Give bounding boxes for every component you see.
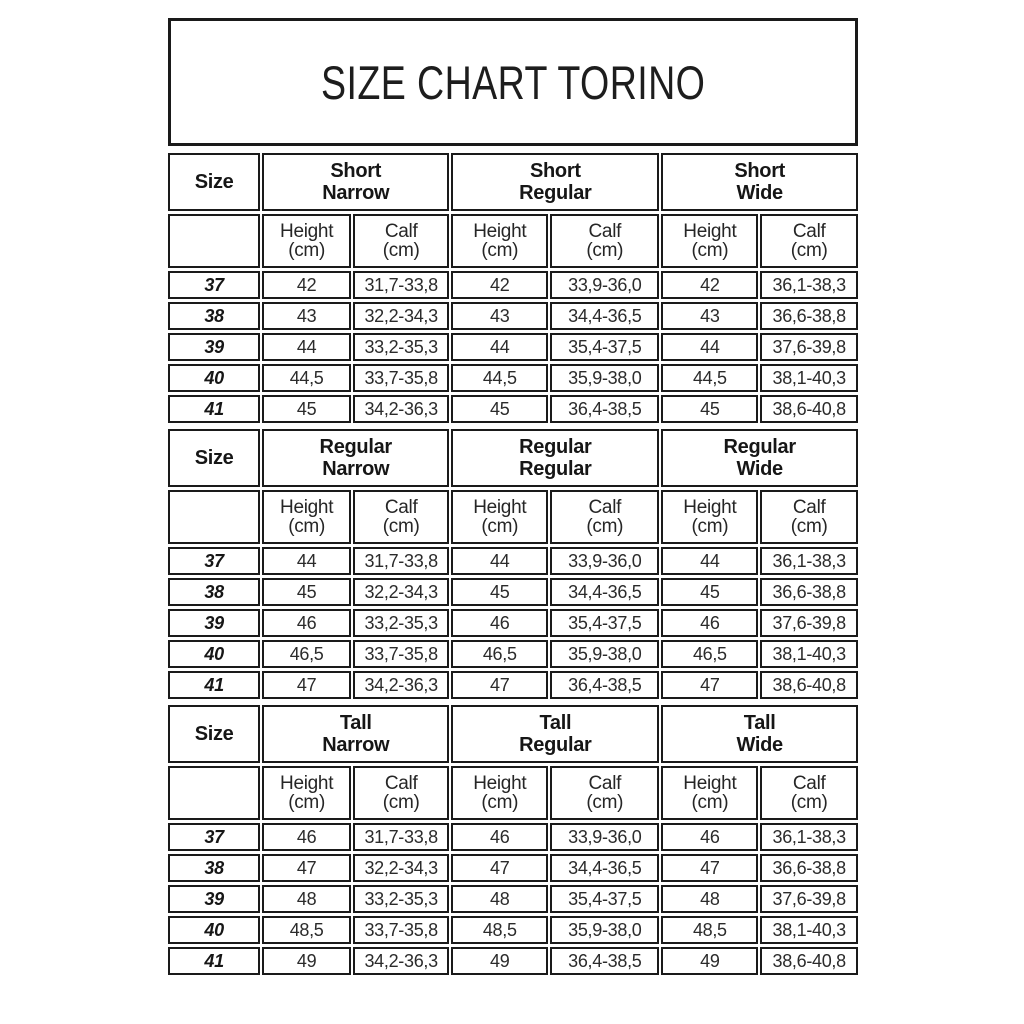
height-header-label: Height [473,220,527,242]
height-value-cell: 46,5 [262,640,351,668]
height-value-cell: 47 [451,854,548,882]
group-header-line2: Regular [519,458,592,480]
height-value-cell: 48 [451,885,548,913]
unit-label: (cm) [691,792,729,813]
calf-value-cell: 36,4-38,5 [550,671,659,699]
calf-value-cell: 32,2-34,3 [353,578,449,606]
height-header-label: Height [280,220,334,242]
height-header [262,766,351,820]
unit-label: (cm) [790,792,828,813]
height-value-cell: 44,5 [262,364,351,392]
height-value-cell: 45 [262,578,351,606]
unit-label: (cm) [382,516,420,537]
height-value-cell: 46 [451,823,548,851]
calf-value-cell: 36,1-38,3 [760,823,858,851]
calf-value-cell: 36,6-38,8 [760,854,858,882]
height-value-cell: 45 [262,395,351,423]
calf-value-cell: 35,9-38,0 [550,640,659,668]
height-value-cell: 46 [262,823,351,851]
group-header-line2: Regular [519,734,592,756]
height-value-cell: 48,5 [262,916,351,944]
unit-label: (cm) [382,240,420,261]
calf-header [760,766,858,820]
height-value-cell: 46 [451,609,548,637]
height-value-cell: 46,5 [661,640,758,668]
height-header [451,214,548,268]
calf-header [353,766,449,820]
height-value-cell: 49 [451,947,548,975]
calf-header-label: Calf [588,772,622,794]
height-value-cell: 45 [661,395,758,423]
table-row [168,364,858,392]
calf-value-cell: 33,9-36,0 [550,271,659,299]
group-header-line1: Regular [723,435,796,458]
size-cell: 41 [168,671,260,699]
height-value-cell: 44 [451,333,548,361]
calf-value-cell: 35,4-37,5 [550,609,659,637]
height-header-label: Height [473,772,527,794]
group-header-regular-2 [661,429,858,487]
height-value-cell: 45 [661,578,758,606]
calf-value-cell: 36,1-38,3 [760,271,858,299]
calf-header [550,490,659,544]
calf-value-cell: 31,7-33,8 [353,823,449,851]
group-header-regular-0 [262,429,449,487]
unit-label: (cm) [586,240,624,261]
size-cell: 39 [168,333,260,361]
unit-label: (cm) [586,516,624,537]
group-header-short-0 [262,153,449,211]
table-row [168,823,858,851]
height-value-cell: 46 [661,609,758,637]
calf-value-cell: 33,2-35,3 [353,885,449,913]
height-value-cell: 46 [661,823,758,851]
empty-header-cell [168,214,260,268]
height-header-label: Height [280,496,334,518]
unit-label: (cm) [790,516,828,537]
calf-header-label: Calf [588,496,622,518]
calf-value-cell: 34,2-36,3 [353,947,449,975]
height-value-cell: 47 [661,671,758,699]
table-row [168,333,858,361]
calf-value-cell: 38,6-40,8 [760,947,858,975]
table-row [168,395,858,423]
group-header-short-2 [661,153,858,211]
unit-label: (cm) [288,240,325,261]
unit-label: (cm) [586,792,624,813]
calf-value-cell: 35,9-38,0 [550,364,659,392]
height-value-cell: 43 [661,302,758,330]
group-header-line1: Tall [743,711,776,734]
unit-label: (cm) [691,240,729,261]
height-value-cell: 45 [451,578,548,606]
size-cell: 38 [168,578,260,606]
height-value-cell: 47 [262,854,351,882]
calf-value-cell: 34,4-36,5 [550,302,659,330]
height-value-cell: 47 [451,671,548,699]
size-cell: 40 [168,640,260,668]
calf-header-label: Calf [792,772,826,794]
unit-label: (cm) [481,792,519,813]
height-value-cell: 47 [262,671,351,699]
calf-value-cell: 36,1-38,3 [760,547,858,575]
calf-header-label: Calf [384,496,418,518]
calf-value-cell: 31,7-33,8 [353,271,449,299]
group-header-line1: Regular [319,435,392,458]
calf-value-cell: 33,9-36,0 [550,547,659,575]
group-header-line2: Regular [519,182,592,204]
unit-label: (cm) [288,516,325,537]
calf-value-cell: 38,6-40,8 [760,671,858,699]
group-header-line2: Narrow [322,182,390,204]
height-value-cell: 44,5 [451,364,548,392]
height-value-cell: 44 [661,547,758,575]
group-header-line2: Narrow [322,458,390,480]
calf-value-cell: 38,6-40,8 [760,395,858,423]
unit-label: (cm) [790,240,828,261]
size-cell: 37 [168,271,260,299]
height-value-cell: 44 [262,547,351,575]
group-header-short-1 [451,153,659,211]
group-header-line2: Narrow [322,734,390,756]
calf-header [550,214,659,268]
height-value-cell: 45 [451,395,548,423]
page-title: SIZE CHART TORINO [320,55,706,109]
height-header [262,214,351,268]
chart-title-box [168,18,858,146]
table-row [168,578,858,606]
measure-header-row [168,214,858,268]
height-value-cell: 44 [661,333,758,361]
calf-value-cell: 35,9-38,0 [550,916,659,944]
calf-value-cell: 34,4-36,5 [550,854,659,882]
height-value-cell: 48 [661,885,758,913]
table-row [168,671,858,699]
group-header-row [168,429,858,487]
group-header-line1: Short [529,159,581,182]
table-row [168,916,858,944]
group-header-regular-1 [451,429,659,487]
size-table-tall [166,702,860,978]
calf-header [760,214,858,268]
group-header-tall-1 [451,705,659,763]
group-header-line1: Tall [339,711,372,734]
unit-label: (cm) [481,516,519,537]
unit-label: (cm) [382,792,420,813]
size-tables-container [168,150,1024,978]
size-cell: 37 [168,823,260,851]
group-header-line1: Short [330,159,382,182]
measure-header-row [168,490,858,544]
calf-value-cell: 33,9-36,0 [550,823,659,851]
calf-value-cell: 37,6-39,8 [760,609,858,637]
table-row [168,547,858,575]
calf-value-cell: 36,6-38,8 [760,302,858,330]
group-header-row [168,153,858,211]
size-cell: 40 [168,916,260,944]
calf-value-cell: 38,1-40,3 [760,916,858,944]
height-value-cell: 49 [661,947,758,975]
size-cell: 40 [168,364,260,392]
size-column-header: Size [168,705,260,763]
height-header [262,490,351,544]
table-row [168,854,858,882]
calf-value-cell: 35,4-37,5 [550,333,659,361]
height-value-cell: 48,5 [661,916,758,944]
calf-header [353,490,449,544]
height-value-cell: 42 [661,271,758,299]
height-header-label: Height [683,496,737,518]
group-header-tall-2 [661,705,858,763]
size-cell: 41 [168,395,260,423]
height-value-cell: 44 [451,547,548,575]
height-header [661,214,758,268]
group-header-line2: Wide [736,734,783,756]
size-table-regular [166,426,860,702]
calf-value-cell: 34,2-36,3 [353,395,449,423]
calf-header [550,766,659,820]
height-value-cell: 44,5 [661,364,758,392]
group-header-line2: Wide [736,182,783,204]
height-value-cell: 47 [661,854,758,882]
table-row [168,885,858,913]
group-header-line1: Regular [519,435,592,458]
calf-value-cell: 34,2-36,3 [353,671,449,699]
table-row [168,271,858,299]
calf-header-label: Calf [384,220,418,242]
unit-label: (cm) [288,792,325,813]
size-column-header: Size [168,153,260,211]
empty-header-cell [168,766,260,820]
height-value-cell: 46,5 [451,640,548,668]
measure-header-row [168,766,858,820]
calf-value-cell: 34,4-36,5 [550,578,659,606]
size-cell: 39 [168,885,260,913]
calf-value-cell: 32,2-34,3 [353,302,449,330]
height-header [451,766,548,820]
calf-value-cell: 37,6-39,8 [760,885,858,913]
calf-header [760,490,858,544]
calf-value-cell: 31,7-33,8 [353,547,449,575]
calf-header-label: Calf [384,772,418,794]
empty-header-cell [168,490,260,544]
group-header-line1: Short [734,159,786,182]
calf-header-label: Calf [792,496,826,518]
height-value-cell: 43 [451,302,548,330]
height-header [661,766,758,820]
calf-value-cell: 36,4-38,5 [550,947,659,975]
calf-value-cell: 33,2-35,3 [353,333,449,361]
height-header-label: Height [683,220,737,242]
height-value-cell: 42 [262,271,351,299]
height-value-cell: 48 [262,885,351,913]
height-value-cell: 46 [262,609,351,637]
unit-label: (cm) [691,516,729,537]
size-cell: 37 [168,547,260,575]
height-value-cell: 44 [262,333,351,361]
calf-header-label: Calf [792,220,826,242]
height-header [661,490,758,544]
group-header-row [168,705,858,763]
table-row [168,947,858,975]
height-value-cell: 42 [451,271,548,299]
height-value-cell: 48,5 [451,916,548,944]
calf-value-cell: 38,1-40,3 [760,640,858,668]
calf-value-cell: 33,7-35,8 [353,364,449,392]
calf-value-cell: 36,6-38,8 [760,578,858,606]
group-header-line2: Wide [736,458,783,480]
calf-header-label: Calf [588,220,622,242]
group-header-tall-0 [262,705,449,763]
calf-value-cell: 38,1-40,3 [760,364,858,392]
calf-value-cell: 32,2-34,3 [353,854,449,882]
size-cell: 39 [168,609,260,637]
height-value-cell: 43 [262,302,351,330]
group-header-line1: Tall [539,711,572,734]
calf-value-cell: 35,4-37,5 [550,885,659,913]
height-header-label: Height [683,772,737,794]
size-cell: 38 [168,854,260,882]
calf-value-cell: 36,4-38,5 [550,395,659,423]
height-header-label: Height [280,772,334,794]
table-row [168,640,858,668]
calf-value-cell: 37,6-39,8 [760,333,858,361]
calf-header [353,214,449,268]
calf-value-cell: 33,7-35,8 [353,640,449,668]
table-row [168,609,858,637]
height-header [451,490,548,544]
unit-label: (cm) [481,240,519,261]
calf-value-cell: 33,2-35,3 [353,609,449,637]
size-cell: 38 [168,302,260,330]
table-row [168,302,858,330]
size-table-short [166,150,860,426]
size-cell: 41 [168,947,260,975]
height-value-cell: 49 [262,947,351,975]
calf-value-cell: 33,7-35,8 [353,916,449,944]
size-column-header: Size [168,429,260,487]
height-header-label: Height [473,496,527,518]
